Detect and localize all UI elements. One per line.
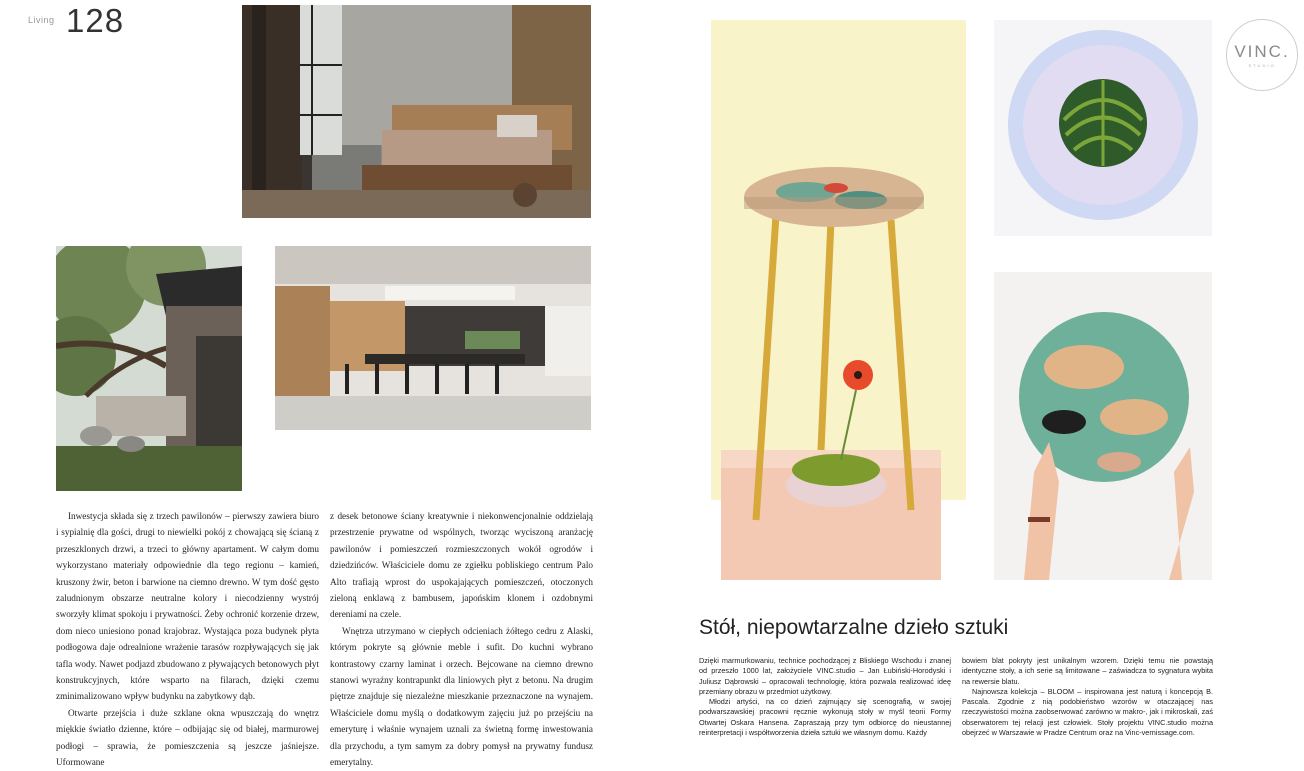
- paragraph: Otwarte przejścia i duże szklane okna wpuszczają do wnętrz miękkie światło dzienne, które – odbijając się od białej, marmurowej podłogi – sprawia, że pomieszczenia są jeszcze jaśniejsze. Uformowane: [56, 707, 319, 768]
- bedroom-photo: [242, 5, 591, 218]
- article-headline: Stół, niepowtarzalne dzieło sztuki: [699, 616, 1009, 639]
- section-label: Living: [28, 15, 55, 25]
- exterior-photo: [56, 246, 242, 491]
- paragraph: Najnowsza kolekcja – BLOOM – inspirowana jest naturą i koncepcją B. Pascala. Zgodnie z nią podobieństwo wzorów w otaczającej nas rzeczywistości można zaobserwować zarówno w makro-, jak i mikroskali, zaś obserwatorem tej relacji jest człowiek. Stoły projektu VINC.studio można obejrzeć w Warszawie w Pradze Centrum oraz na Vinc-vernissage.com.: [962, 686, 1213, 738]
- vinc-logo: [1226, 19, 1298, 91]
- melon-illustration: [994, 20, 1212, 236]
- exterior-illustration: [56, 246, 242, 491]
- logo-subtext: STUDIO: [1248, 63, 1276, 68]
- kitchen-illustration: [275, 246, 591, 430]
- left-text-column-1: [56, 508, 319, 771]
- left-text-column-2: [330, 508, 593, 771]
- logo-text: VINC.: [1234, 42, 1290, 61]
- paragraph: z desek betonowe ściany kreatywnie i niekonwencjonalnie oddzielają przestrzenie prywatne od wspólnych, tworząc wyciszoną aranżację pawilonów i pomieszczeń rozmieszczonych wokół ogrodów i dziedzińców. Właściciele domu ze zgiełku pobliskiego centrum Palo Alto trafiają wprost do uspokajających pomieszczeń, otoczonych zieloną enklawą z bambusem, japońskim klonem i ozdobnymi dereniami na czele.: [330, 511, 593, 620]
- paragraph: Młodzi artyści, na co dzień zajmujący się scenografią, w swojej podwarszawskiej pracowni ręcznie wykonują stoły w myśl teorii Formy Otwartej Oskara Hansena. Zapraszają przy tym odbiorcę do nieustannej reinterpretacji i współtworzenia dzieła sztuki we własnym domu. Każdy: [699, 697, 951, 738]
- paragraph: Wnętrza utrzymano w ciepłych odcieniach żółtego cedru z Alaski, którym pokryte są głównie meble i sufit. Do kuchni wybrano kontrastowy czarny laminat i orzech. Bejcowane na ciemno drewno stanowi wyraźny kontrapunkt dla liniowych płyt z betonu. Na drugim piętrze znajduje się niezależne mieszkanie przeznaczone na wynajem. Właściciele domu myślą o dodatkowym zajęciu już po przejściu na emeryturę i właśnie wynajem uznali za świetną formę inwestowania dla przychodu, a tym samym za dobry pomysł na prywatny fundusz emerytalny.: [330, 625, 593, 768]
- bedroom-illustration: [242, 5, 591, 218]
- article-column-2: [962, 656, 1213, 738]
- marbled-plate-photo: [994, 272, 1212, 580]
- paragraph: Dzięki marmurkowaniu, technice pochodzącej z Bliskiego Wschodu i znanej od przeszło 1000 lat, założyciele VINC.studio – Jan Łubiński-Horodyski i Juliusz Dąbrowski – opracowali technologię, która pozwala realizować ideę przemiany obrazu w przedmiot użytkowy.: [699, 656, 951, 696]
- article-column-1: [699, 656, 951, 738]
- melon-photo: [994, 20, 1212, 236]
- paragraph: bowiem blat pokryty jest unikalnym wzorem. Dzięki temu nie powstają identyczne stoły, a ich serie są limitowane – zaświadcza to sygnatura wybita na rewersie blatu.: [962, 656, 1213, 686]
- plate-illustration: [994, 272, 1212, 580]
- kitchen-photo: [275, 246, 591, 430]
- page-number: 128: [66, 2, 125, 39]
- stool-poppy-photo: [686, 20, 966, 590]
- paragraph: Inwestycja składa się z trzech pawilonów – pierwszy zawiera biuro i sypialnię dla gości, drugi to niewielki pokój z chowającą się ścianą z przeszklonych drzwi, a trzeci to główny apartament. W całym domu wykorzystano materiały odpowiednie dla tego regionu – kamień, kruszony żwir, beton i barwione na ciemno drewno. W tym dość gęsto zaludnionym obszarze neutralne kolory i niecodzienny wystrój sworzyły klimat spokoju i prywatności. Żeby ochronić korzenie drzew, dom nieco uniesiono ponad krajobraz. Wystająca poza budynek płyta podłogowa daje odrealnione wrażenie tarasów rozpływających się jak tafla wody. Nawet podjazd zbudowano z pływających betonowych płyt konstrukcyjnych, które wsparto na filarach, dzięki czemu zminimalizowano wpływ budynku na zabytkowy dąb.: [56, 511, 319, 702]
- stool-illustration: [686, 20, 966, 590]
